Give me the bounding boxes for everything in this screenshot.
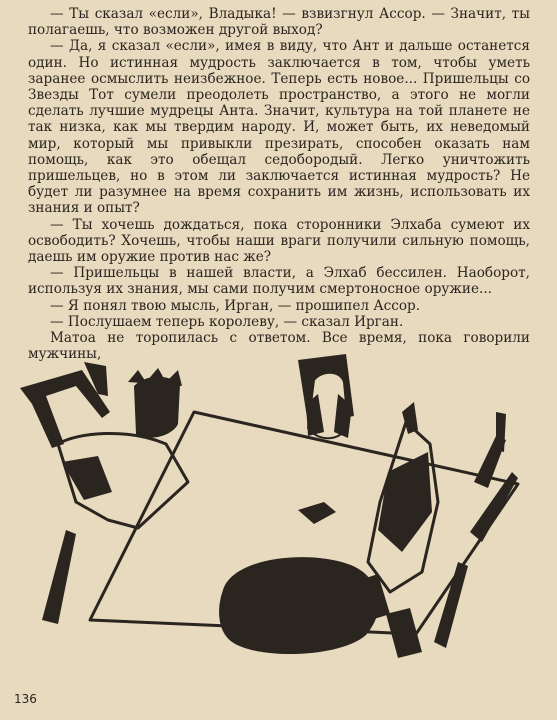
paragraph-2: — Да, я сказал «если», имея в виду, что Ант и дальше останется один. Но истинная мудрость заключается в том, чтобы уметь заранее осмыслить неизбежное. Теперь есть новое... Пришельцы со Звезды Тот сумели преодолеть пространство, а этого не могли сделать лучшие мудрецы Анта. Значит, культура на той планете не так низка, как мы твердим народу. И, может быть, их неведомый мир, который мы привыкли презирать, способен оказать нам помощь, как это обещал седобородый. Легко уничтожить пришельцев, но в этом ли заключается истинная мудрость? Не будет ли разумнее на время сохранить им жизнь, использовать их знания и опыт? [28,38,530,217]
paragraph-6: — Послушаем теперь королеву, — сказал Ирган. [50,313,404,330]
page-number: 136 [14,692,37,706]
ink-illustration [18,352,538,670]
paragraph-1: — Ты сказал «если», Владыка! — взвизгнул Ассор. — Значит, ты полагаешь, что возможен другой выход? [28,6,530,39]
body-text [28,6,530,362]
paragraph-7: Матоа не торопилась с ответом. Все время, пока говорили мужчины, [28,330,530,363]
left-figure [134,377,180,438]
paragraph-5: — Я понял твою мысль, Ирган, — прошипел Ассор. [50,297,421,314]
paragraph-4: — Пришельцы в нашей власти, а Элхаб бессилен. Наоборот, используя их знания, мы сами получим смертоносное оружие... [28,265,530,298]
paragraph-3: — Ты хочешь дождаться, пока сторонники Элхаба сумеют их освободить? Хочешь, чтобы наши враги получили сильную помощь, даешь им оружие против нас же? [28,216,530,266]
